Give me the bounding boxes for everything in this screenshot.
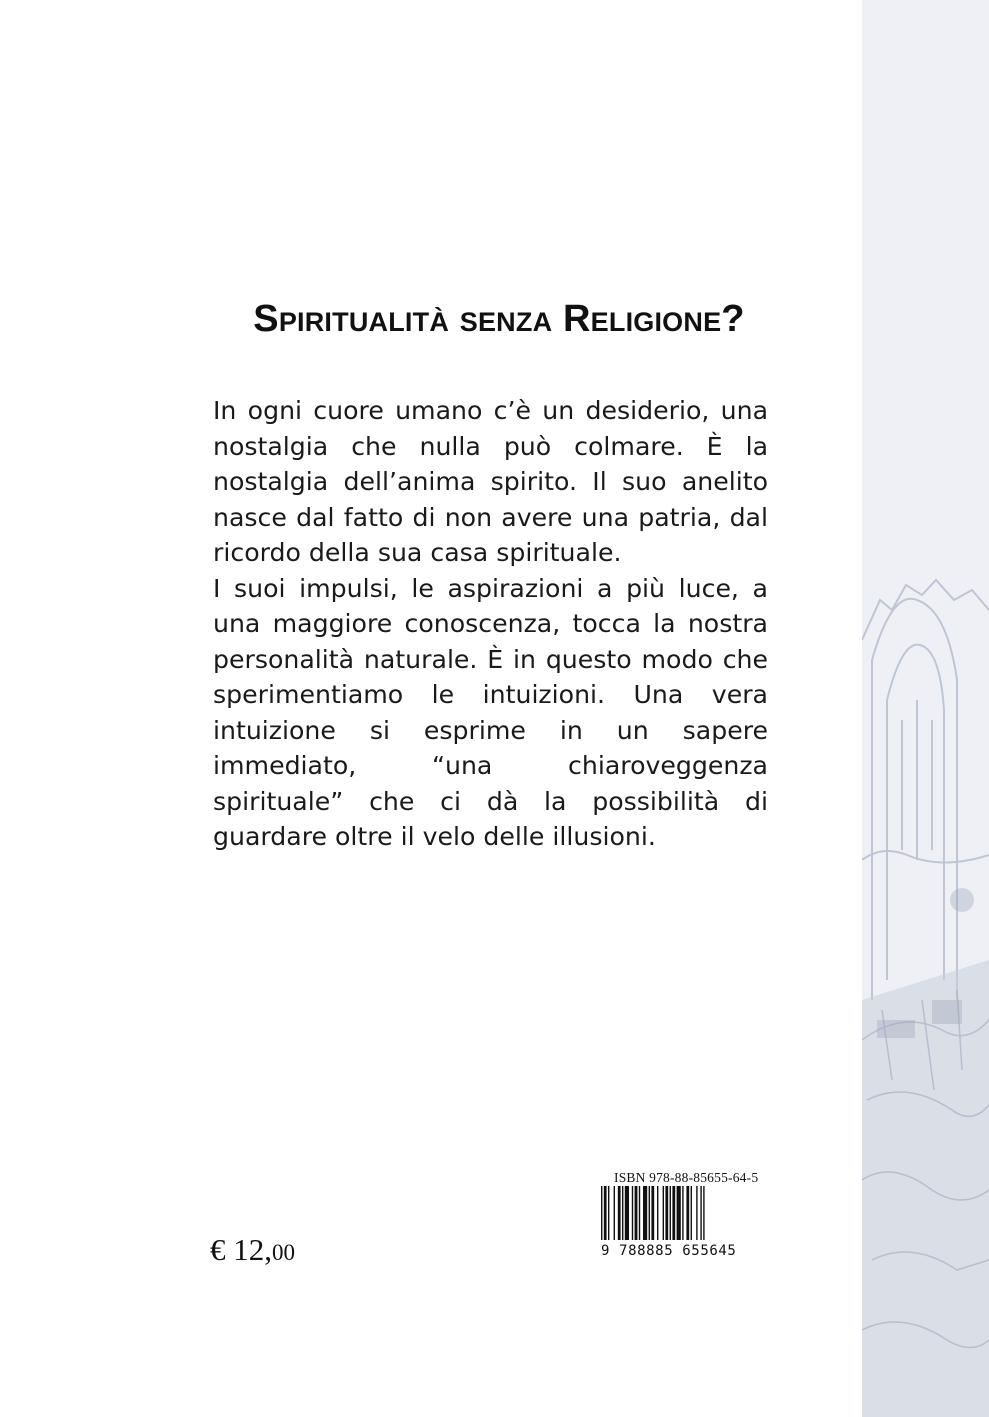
blurb-paragraph-2: I suoi impulsi, le aspirazioni a più luce, a una maggiore conoscenza, tocca la nostra personalità naturale. È in questo modo che sperimentiamo le intuizioni. Una vera intuizione si esprime in un sapere immediato, “una chiaroveggenza spirituale” che ci dà la possibilità di guardare oltre il velo delle illusioni. <box>213 573 768 851</box>
isbn-label: ISBN 978-88-85655-64-5 <box>614 1170 759 1185</box>
price-cents: 00 <box>272 1240 295 1265</box>
barcode-icon <box>599 1186 753 1250</box>
price-main: € 12, <box>210 1232 272 1267</box>
blurb-text <box>213 393 768 855</box>
gothic-ruin-illustration-icon <box>862 0 989 1417</box>
book-title: Spiritualità senza Religione? <box>253 298 745 340</box>
barcode-digits: 9 788885 655645 <box>601 1243 737 1259</box>
price <box>210 1232 295 1268</box>
blurb-paragraph-1: In ogni cuore umano c’è un desiderio, una nostalgia che nulla può colmare. È la nostalgia dell’anima spirito. Il suo anelito nasce dal fatto di non avere una patria, dal ricordo della sua casa spirituale. <box>213 396 768 567</box>
